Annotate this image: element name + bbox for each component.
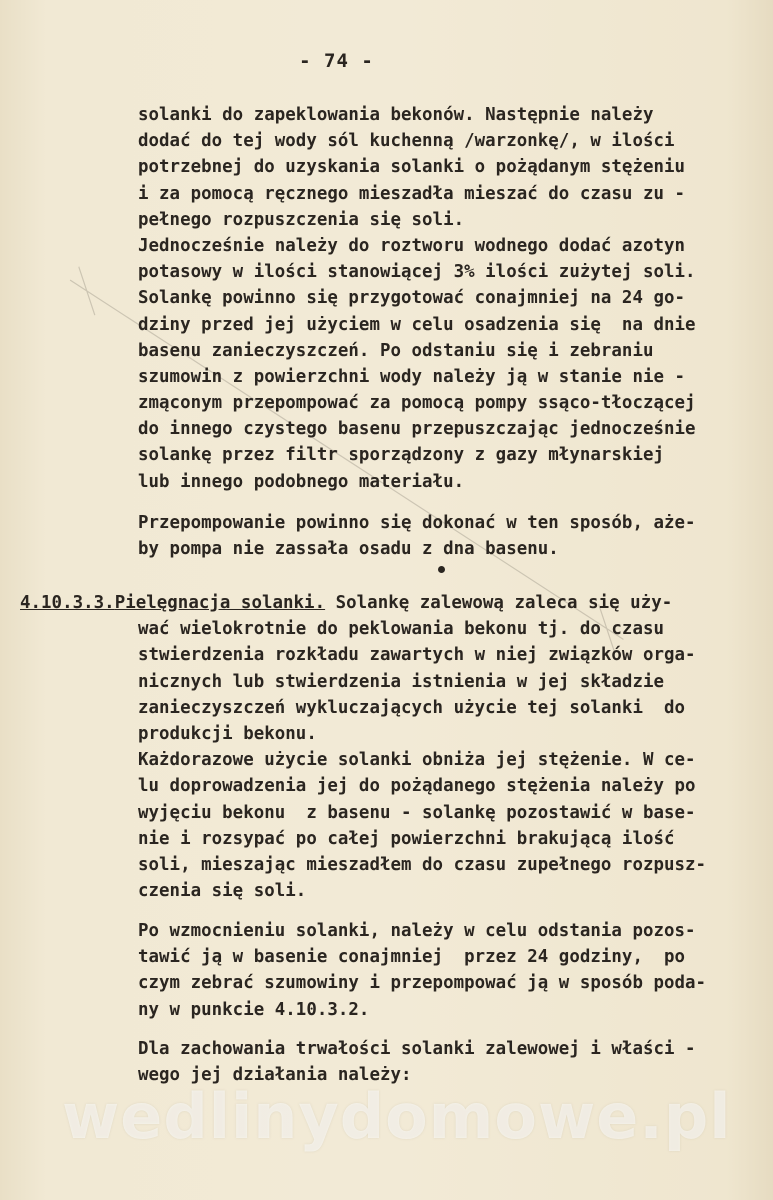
text-line: czenia się soli. (138, 881, 307, 902)
text-line: basenu zanieczyszczeń. Po odstaniu się i zebraniu (138, 340, 654, 361)
text-line: Po wzmocnieniu solanki, należy w celu odstania pozos- (138, 921, 696, 941)
text-line: by pompa nie zassała osadu z dna basenu. (138, 539, 559, 560)
text-line: produkcji bekonu. (138, 723, 317, 744)
text-line: Jednocześnie należy do roztworu wodnego dodać azotyn (138, 235, 686, 256)
text-line: solankę przez filtr sporządzony z gazy młynarskiej (138, 445, 665, 466)
text-line: szumowin z powierzchni wody należy ją w stanie nie - (138, 366, 686, 387)
text-line: wego jej działania należy: (138, 1065, 412, 1086)
text-line: czym zebrać szumowiny i przepompować ją w sposób poda- (138, 973, 707, 994)
text-line: dziny przed jej użyciem w celu osadzenia się na dnie (138, 314, 696, 335)
paragraph-strengthening (138, 918, 738, 1023)
text-line: wyjęciu bekonu z basenu - solankę pozostawić w base- (138, 802, 696, 823)
page-number: - 74 - (299, 50, 374, 72)
text-line: lu doprowadzenia jej do pożądanego stężenia należy po (138, 776, 696, 797)
text-line: soli, mieszając mieszadłem do czasu zupełnego rozpusz- (138, 854, 707, 875)
text-line: Przepompowanie powinno się dokonać w ten sposób, aże- (138, 513, 696, 533)
section-title: Pielęgnacja solanki. (114, 593, 326, 613)
text-line: do innego czystego basenu przepuszczając jednocześnie (138, 419, 696, 440)
text-line: potasowy w ilości stanowiącej 3% ilości zużytej soli. (138, 262, 696, 283)
section-heading-line (20, 590, 740, 616)
text-line: nicznych lub stwierdzenia istnienia w jej składzie (138, 671, 665, 692)
paragraph-solanki-preparation (138, 102, 738, 495)
text-line: dodać do tej wody sól kuchenną /warzonkę/, w ilości (138, 131, 675, 152)
text-line: ny w punkcie 4.10.3.2. (138, 999, 370, 1020)
text-line: nie i rozsypać po całej powierzchni brakującą ilość (138, 828, 675, 849)
section-first-line-rest: Solankę zalewową zaleca się uży- (325, 593, 673, 613)
watermark: wedlinydomowe.pl (62, 1080, 732, 1153)
text-line: zmąconym przepompować za pomocą pompy ssąco-tłoczącej (138, 393, 696, 414)
text-line: Dla zachowania trwałości solanki zalewowej i właści - (138, 1039, 696, 1059)
text-line: pełnego rozpuszczenia się soli. (138, 209, 465, 230)
text-line: potrzebnej do uzyskania solanki o pożądanym stężeniu (138, 157, 686, 178)
text-line: tawić ją w basenie conajmniej przez 24 godziny, po (138, 947, 686, 968)
text-line: stwierdzenia rozkładu zawartych w niej związków orga- (138, 645, 696, 666)
text-line: wać wielokrotnie do peklowania bekonu tj. do czasu (138, 619, 665, 640)
section-pielegnacja-solanki (20, 590, 740, 904)
text-line: solanki do zapeklowania bekonów. Następnie należy (138, 105, 654, 125)
text-line: zanieczyszczeń wykluczających użycie tej solanki do (138, 697, 686, 718)
text-line: Solankę powinno się przygotować conajmniej na 24 go- (138, 288, 686, 309)
ink-dot (438, 566, 445, 573)
section-number: 4.10.3.3. (20, 593, 115, 613)
text-line: i za pomocą ręcznego mieszadła mieszać do czasu zu - (138, 183, 686, 204)
text-line: Każdorazowe użycie solanki obniża jej stężenie. W ce- (138, 750, 696, 771)
text-line: lub innego podobnego materiału. (138, 471, 465, 492)
